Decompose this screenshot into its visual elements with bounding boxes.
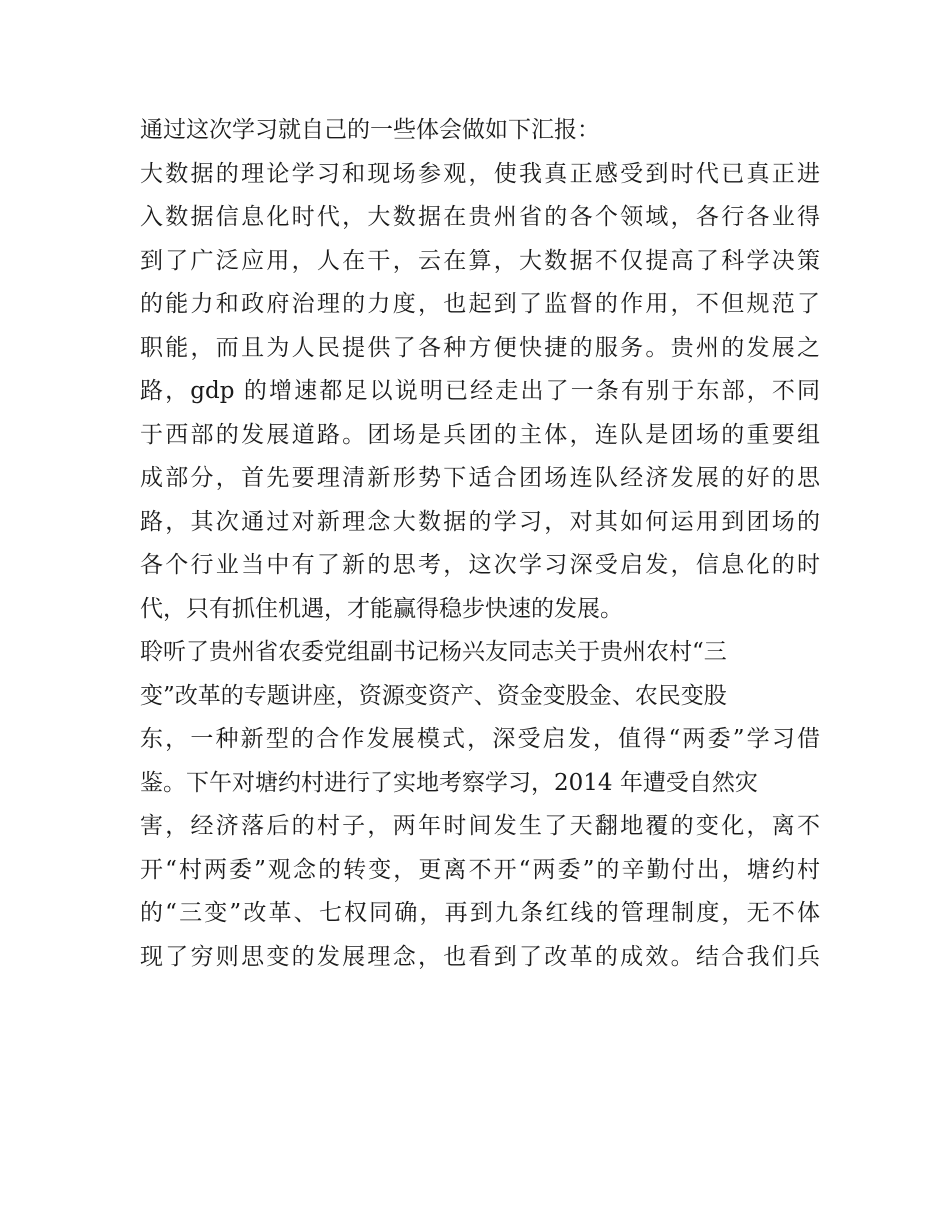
- text-line: 入数据信息化时代，大数据在贵州省的各个领域，各行各业得: [140, 204, 820, 230]
- text-line: 路，其次通过对新理念大数据的学习，对其如何运用到团场的: [140, 508, 820, 535]
- paragraph-big-data: [140, 153, 820, 632]
- paragraph-intro: [140, 109, 820, 153]
- text-line: 于西部的发展道路。团场是兵团的主体，连队是团场的重要组: [140, 421, 820, 448]
- text-line: 通过这次学习就自己的一些体会做如下汇报：: [140, 117, 600, 143]
- text-line: 聆听了贵州省农委党组副书记杨兴友同志关于贵州农村“三: [140, 639, 727, 665]
- text-line: 代，只有抓住机遇，才能赢得稳步快速的发展。: [140, 595, 623, 622]
- text-line: 的能力和政府治理的力度，也起到了监督的作用，不但规范了: [140, 291, 820, 317]
- text-line: 到了广泛应用，人在干，云在算，大数据不仅提高了科学决策: [140, 247, 820, 274]
- text-line: 各个行业当中有了新的思考，这次学习深受启发，信息化的时: [140, 552, 820, 578]
- text-line: 鉴。下午对塘约村进行了实地考察学习，2014 年遭受自然灾: [140, 769, 758, 796]
- text-line: 职能，而且为人民提供了各种方便快捷的服务。贵州的发展之: [140, 334, 820, 361]
- text-line: 变”改革的专题讲座，资源变资产、资金变股金、农民变股: [140, 682, 727, 709]
- text-line: 害，经济落后的村子，两年时间发生了天翻地覆的变化，离不: [140, 813, 820, 839]
- text-line: 现了穷则思变的发展理念，也看到了改革的成效。结合我们兵: [140, 943, 820, 970]
- paragraph-three-changes: [140, 631, 820, 979]
- document-body: [140, 109, 820, 979]
- text-line: 成部分，首先要理清新形势下适合团场连队经济发展的好的思: [140, 465, 820, 491]
- text-line: 的“三变”改革、七权同确，再到九条红线的管理制度，无不体: [140, 900, 820, 926]
- text-line: 路，gdp 的增速都足以说明已经走出了一条有别于东部，不同: [140, 378, 820, 404]
- text-line: 开“村两委”观念的转变，更离不开“两委”的辛勤付出，塘约村: [140, 856, 820, 883]
- text-line: 东，一种新型的合作发展模式，深受启发，值得“两委”学习借: [140, 726, 820, 752]
- text-line: 大数据的理论学习和现场参观，使我真正感受到时代已真正进: [140, 160, 820, 187]
